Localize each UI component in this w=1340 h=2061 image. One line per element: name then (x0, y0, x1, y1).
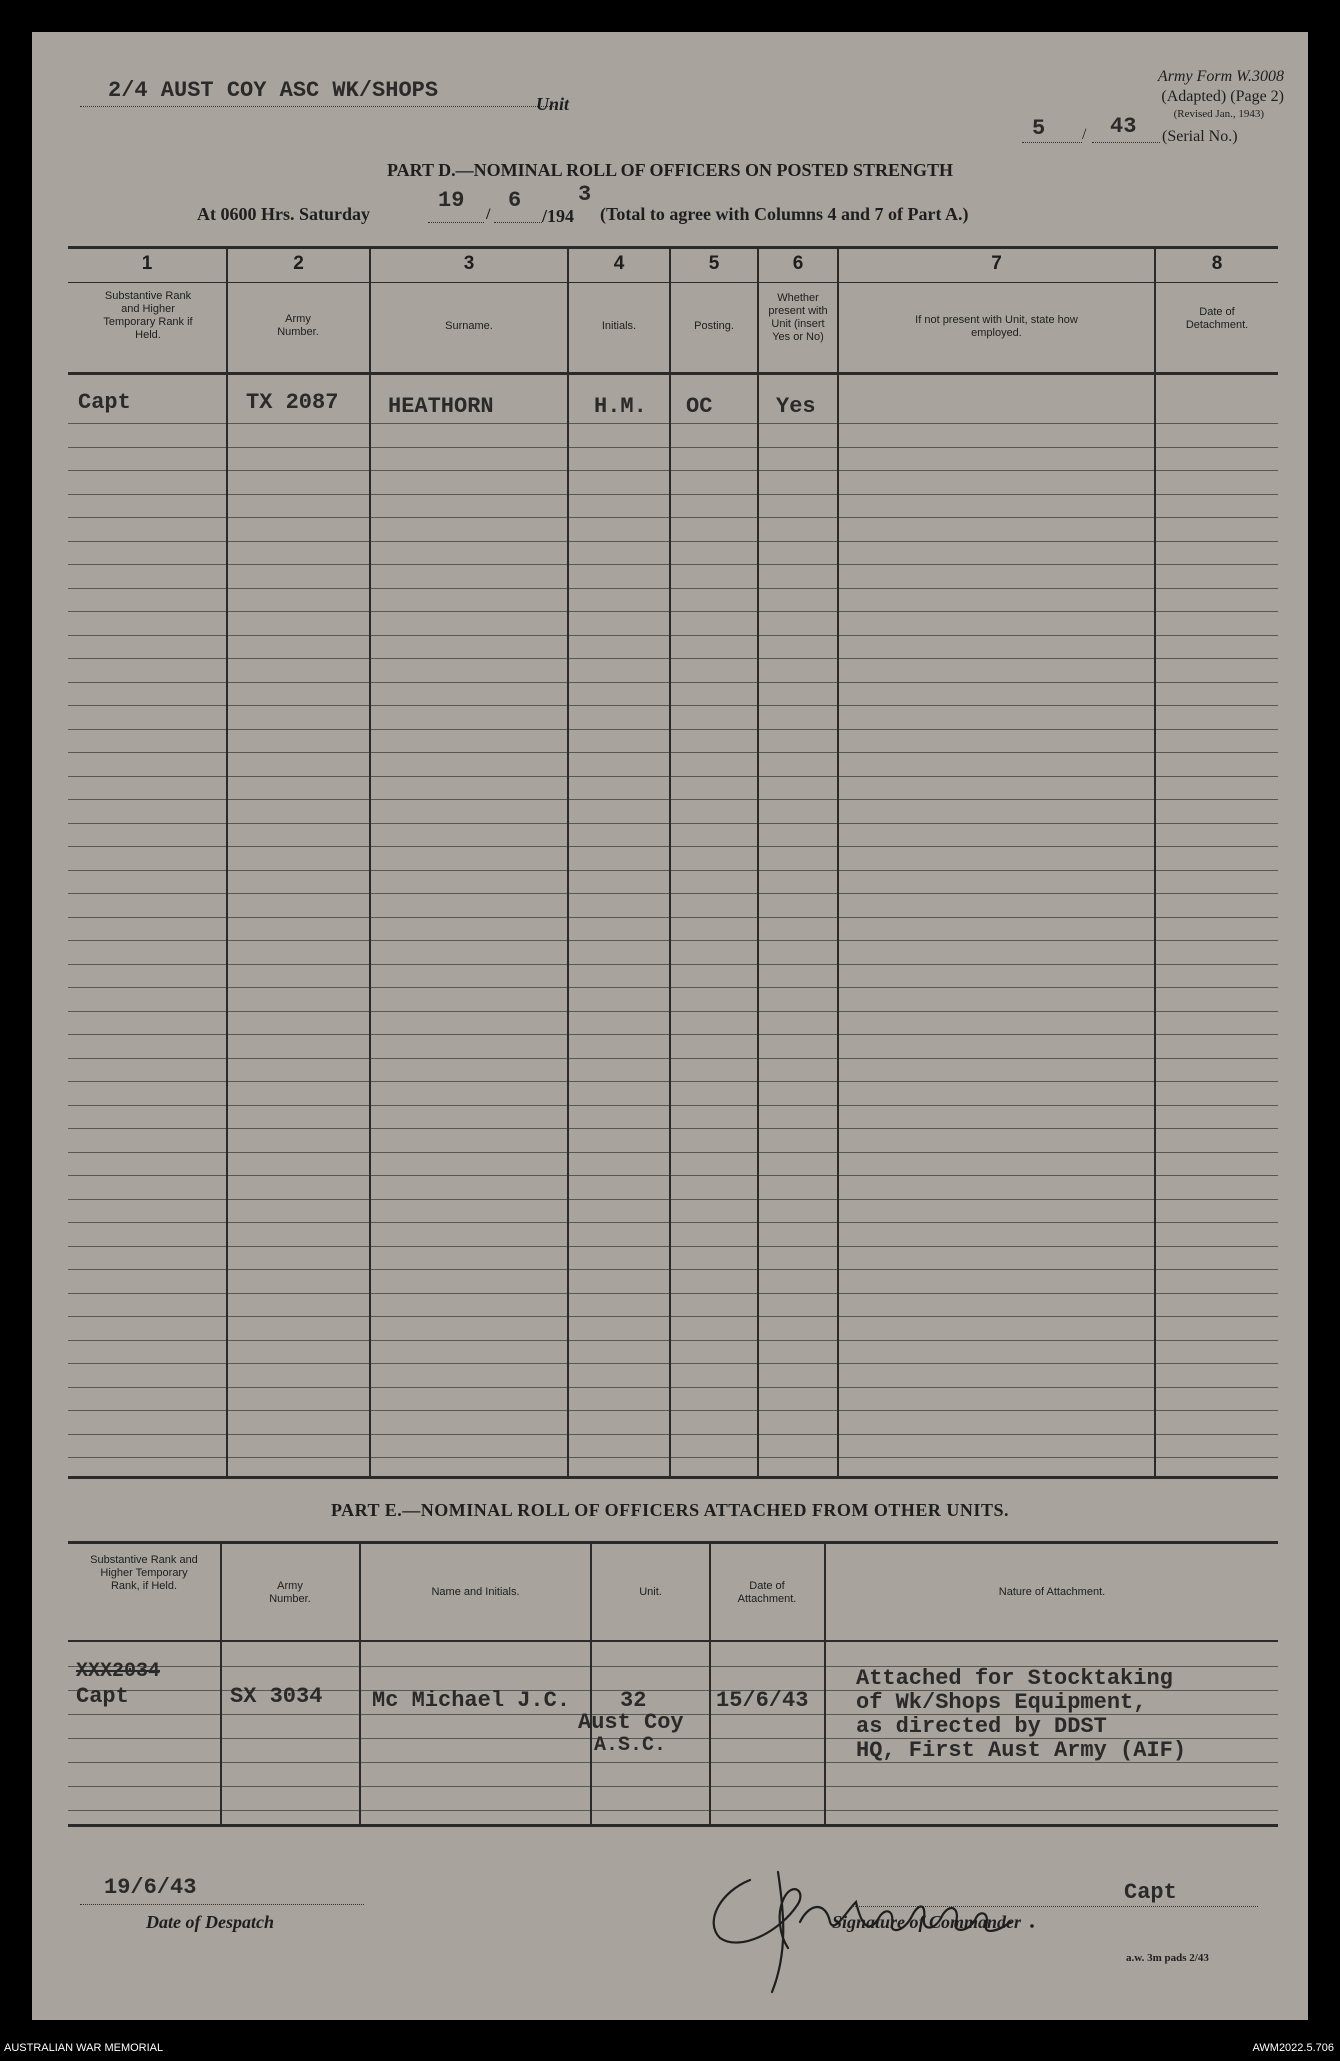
part-e-col-div-1 (220, 1541, 222, 1826)
part-d-ruled-line (68, 823, 1278, 824)
part-e-head-rule (68, 1640, 1278, 1642)
part-d-ruled-line (68, 1457, 1278, 1458)
date-day-line (428, 222, 484, 223)
part-e-col-div-2 (359, 1541, 361, 1826)
e-row-unit-line-1: 32 (620, 1688, 647, 1713)
date-sep: / (486, 206, 491, 223)
form-name: Army Form W.3008 (1157, 68, 1284, 85)
part-e-col-div-3 (590, 1541, 592, 1826)
part-d-ruled-line (68, 870, 1278, 871)
part-d-ruled-line (68, 1152, 1278, 1153)
part-d-ruled-line (68, 447, 1278, 448)
part-d-ruled-line (68, 1316, 1278, 1317)
part-d-ruled-line (68, 1293, 1278, 1294)
e-row-nature-line-2: of Wk/Shops Equipment, (856, 1690, 1147, 1715)
part-d-ruled-line (68, 611, 1278, 612)
e-row-unit-line-2: Aust Coy (578, 1710, 684, 1735)
part-d-ruled-line (68, 1340, 1278, 1341)
col-6-number: 6 (792, 253, 804, 274)
part-d-ruled-line (68, 752, 1278, 753)
part-d-ruled-line (68, 893, 1278, 894)
part-d-col-div-3 (567, 246, 569, 1478)
date-month-line (494, 222, 542, 223)
e-row-unit-line-3: A.S.C. (594, 1734, 667, 1757)
part-e-title: PART E.—NOMINAL ROLL OF OFFICERS ATTACHED FROM OTHER UNITS. (331, 1500, 1009, 1520)
e-row-rank: Capt (76, 1684, 129, 1709)
part-d-ruled-line (68, 1387, 1278, 1388)
row-1-initials: H.M. (594, 394, 647, 419)
col-7-header: If not present with Unit, state how employed. (915, 314, 1078, 339)
part-d-ruled-line (68, 846, 1278, 847)
part-d-head-rule (68, 372, 1278, 375)
part-d-ruled-line (68, 964, 1278, 965)
part-d-ruled-line (68, 705, 1278, 706)
part-d-ruled-line (68, 1175, 1278, 1176)
row-1-surname: HEATHORN (388, 394, 494, 419)
col-5-header: Posting. (694, 320, 734, 332)
col-7-number: 7 (991, 253, 1002, 274)
serial-label: (Serial No.) (1162, 128, 1238, 145)
date-day: 19 (438, 188, 465, 213)
part-d-ruled-line (68, 1034, 1278, 1035)
col-4-number: 4 (613, 253, 625, 274)
part-d-ruled-line (68, 635, 1278, 636)
part-d-ruled-line (68, 1199, 1278, 1200)
part-d-ruled-line (68, 1269, 1278, 1270)
part-d-col-div-2 (369, 246, 371, 1478)
archive-caption-bar (0, 2036, 1340, 2061)
part-d-ruled-line (68, 987, 1278, 988)
e-col-5-header: Date of Attachment. (737, 1580, 797, 1605)
signature-dotted-line (852, 1906, 1258, 1907)
serial-month-line (1022, 142, 1082, 143)
part-e-col-div-5 (824, 1541, 826, 1826)
part-d-num-rule (68, 282, 1278, 283)
part-d-ruled-line (68, 1058, 1278, 1059)
part-d-ruled-line (68, 1434, 1278, 1435)
print-code: a.w. 3m pads 2/43 (1126, 1952, 1209, 1964)
serial-sep: / (1082, 126, 1087, 143)
form-sheet (32, 32, 1308, 2020)
part-d-ruled-line (68, 1081, 1278, 1082)
col-2-header: Army Number. (277, 313, 319, 338)
part-d-col-div-5 (757, 246, 759, 1478)
part-d-ruled-line (68, 588, 1278, 589)
despatch-dotted-line (80, 1904, 364, 1905)
part-e-ruled-line (68, 1810, 1278, 1811)
part-e-ruled-line (68, 1786, 1278, 1787)
part-d-ruled-line (68, 776, 1278, 777)
part-d-ruled-line (68, 917, 1278, 918)
col-1-header: Substantive Rank and Higher Temporary Rank if Held. (103, 290, 193, 341)
e-row-struck-text: XXX2034 (76, 1660, 161, 1683)
part-d-ruled-line (68, 799, 1278, 800)
serial-year: 43 (1110, 114, 1137, 139)
col-2-number: 2 (293, 253, 304, 274)
e-col-4-header: Unit. (639, 1586, 662, 1598)
row-1-present: Yes (776, 394, 816, 419)
serial-month: 5 (1032, 116, 1046, 141)
e-row-nature-line-3: as directed by DDST (856, 1714, 1107, 1739)
part-d-ruled-line (68, 1410, 1278, 1411)
part-e-col-div-4 (709, 1541, 711, 1826)
date-year-prefix: /194 (542, 206, 575, 226)
part-d-ruled-line (68, 423, 1278, 424)
part-d-ruled-line (68, 1011, 1278, 1012)
col-3-number: 3 (463, 253, 475, 274)
unit-label: Unit (536, 94, 570, 114)
part-d-ruled-line (68, 494, 1278, 495)
unit-dotted-line (80, 106, 556, 107)
e-col-3-header: Name and Initials. (431, 1586, 520, 1598)
part-d-ruled-line (68, 541, 1278, 542)
e-row-nature-line-4: HQ, First Aust Army (AIF) (856, 1738, 1187, 1763)
part-d-ruled-line (68, 1128, 1278, 1129)
part-d-ruled-line (68, 1105, 1278, 1106)
despatch-label: Date of Despatch (146, 1912, 274, 1932)
part-d-top-rule (68, 246, 1278, 249)
col-4-header: Initials. (601, 320, 637, 332)
part-d-col-div-6 (837, 246, 839, 1478)
e-col-2-header: Army Number. (269, 1580, 311, 1605)
part-d-ruled-line (68, 658, 1278, 659)
date-month: 6 (508, 188, 522, 213)
col-5-number: 5 (708, 253, 720, 274)
serial-year-line (1092, 142, 1160, 143)
e-col-6-header: Nature of Attachment. (998, 1586, 1106, 1598)
at-label: At 0600 Hrs. Saturday (197, 204, 371, 224)
part-e-top-rule (68, 1541, 1278, 1544)
commander-rank: Capt (1124, 1880, 1177, 1905)
date-year-digit: 3 (578, 182, 592, 207)
form-adapted: (Adapted) (Page 2) (1161, 88, 1284, 105)
part-d-ruled-line (68, 1363, 1278, 1364)
part-d-ruled-line (68, 682, 1278, 683)
row-1-posting: OC (686, 394, 713, 419)
unit-value: 2/4 AUST COY ASC WK/SHOPS (108, 78, 439, 103)
part-d-col-div-4 (669, 246, 671, 1478)
part-d-ruled-line (68, 940, 1278, 941)
part-e-bottom-rule (68, 1824, 1278, 1827)
e-row-date: 15/6/43 (716, 1688, 809, 1713)
part-d-col-div-7 (1154, 246, 1156, 1478)
archive-right-caption: AWM2022.5.706 (1252, 2042, 1334, 2054)
col-8-header: Date of Detachment. (1185, 306, 1249, 331)
part-d-ruled-line (68, 1246, 1278, 1247)
e-col-1-header: Substantive Rank and Higher Temporary Rank, if Held. (90, 1554, 198, 1592)
form-revised: (Revised Jan., 1943) (1173, 108, 1264, 120)
part-d-ruled-line (68, 729, 1278, 730)
col-3-header: Surname. (445, 320, 493, 332)
signature-label: Signature of Commander (832, 1912, 1022, 1932)
part-d-ruled-line (68, 564, 1278, 565)
part-d-col-div-1 (226, 246, 228, 1478)
e-row-nature-line-1: Attached for Stocktaking (856, 1666, 1173, 1691)
e-row-name: Mc Michael J.C. (372, 1688, 571, 1713)
row-1-army-number: TX 2087 (246, 390, 339, 415)
row-1-rank: Capt (78, 390, 131, 415)
part-d-title: PART D.—NOMINAL ROLL OF OFFICERS ON POSTED STRENGTH (386, 160, 954, 180)
part-d-ruled-line (68, 470, 1278, 471)
part-d-note: (Total to agree with Columns 4 and 7 of Part A.) (600, 204, 969, 224)
col-8-number: 8 (1211, 253, 1223, 274)
despatch-date: 19/6/43 (104, 1875, 197, 1900)
part-d-ruled-line (68, 517, 1278, 518)
part-d-bottom-rule (68, 1476, 1278, 1479)
part-d-ruled-line (68, 1222, 1278, 1223)
col-1-number: 1 (141, 253, 153, 274)
archive-left-caption: AUSTRALIAN WAR MEMORIAL (4, 2042, 164, 2054)
col-6-header: Whether present with Unit (insert Yes or No) (768, 292, 828, 343)
e-row-army-number: SX 3034 (230, 1684, 323, 1709)
